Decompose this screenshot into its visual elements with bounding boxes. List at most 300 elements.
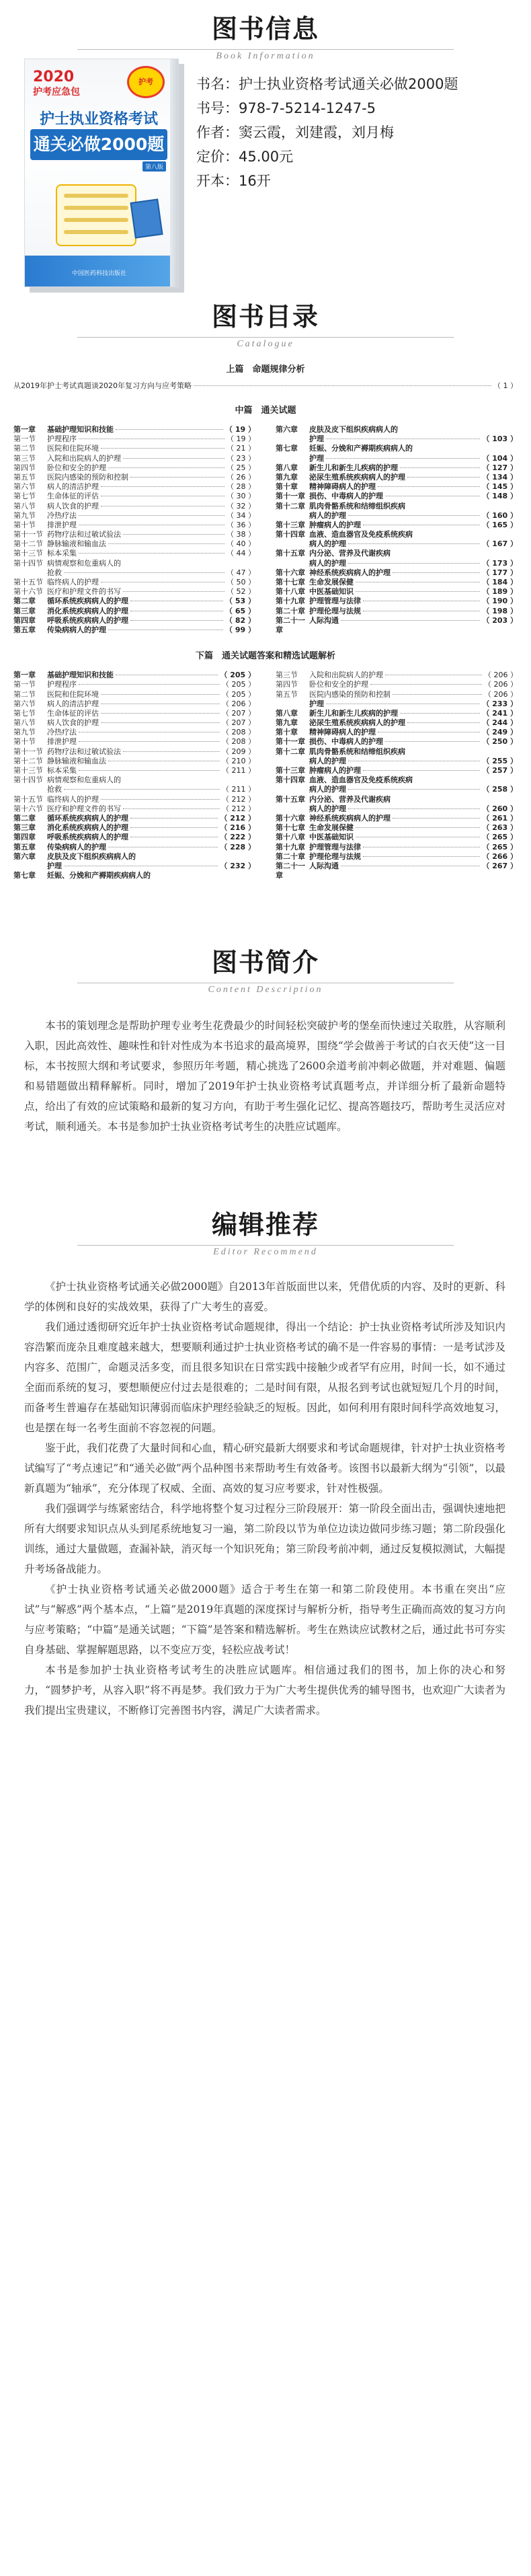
toc-entry-title: 消化系统疾病病人的护理	[47, 823, 128, 833]
toc-entry-page: （ 134 ）	[482, 472, 518, 482]
cover-edition: 第八版	[142, 161, 166, 172]
toc-entry	[276, 502, 518, 511]
toc-entry-number: 第十二章	[276, 747, 305, 756]
toc-entry-page: （ 267 ）	[482, 861, 518, 870]
toc-entry-page: （ 99 ）	[225, 625, 255, 634]
toc-entry	[276, 766, 518, 775]
toc-entry-number: 第十章	[276, 482, 298, 492]
toc-entry-title: 抢救	[47, 785, 62, 794]
cover-spine	[170, 59, 178, 287]
toc-entry	[276, 425, 518, 434]
toc-entry-page: （ 165 ）	[482, 520, 518, 529]
toc-entry-number: 第四章	[13, 833, 36, 842]
toc-entry-page: （ 216 ）	[220, 823, 255, 833]
toc-entry-title: 护理程序	[47, 434, 77, 444]
cover-year: 2020	[33, 69, 75, 85]
toc-entry	[13, 728, 255, 737]
toc-entry-number: 第十九章	[276, 597, 305, 606]
cover-footer	[25, 256, 171, 287]
toc-entry-page: （ 222 ）	[220, 833, 255, 842]
toc-entry-number: 第七节	[13, 708, 36, 718]
toc-entry-title: 护理	[47, 861, 62, 870]
toc-entry-number: 第六章	[276, 425, 298, 434]
toc-entry-number: 第三节	[13, 453, 36, 463]
toc-entry	[13, 597, 255, 606]
toc-entry-page: （ 206 ）	[484, 689, 518, 699]
toc-entry-title: 消化系统疾病病人的护理	[47, 606, 128, 615]
toc-entry-page: （ 103 ）	[482, 434, 518, 444]
toc-entry-number: 第十五章	[276, 794, 305, 804]
toc-entry	[276, 861, 518, 880]
intro-heading: 图书简介	[211, 948, 319, 977]
toc-entry-page: （ 207 ）	[222, 708, 255, 718]
toc-entry-title: 病情观察和危重病人的	[47, 775, 121, 785]
toc-intro-page: （ 1 ）	[493, 381, 518, 390]
toc-entry-title: 病情观察和危重病人的	[47, 558, 121, 568]
toc-entry-page: （ 52 ）	[227, 587, 255, 597]
toc-entry-page: （ 23 ）	[227, 453, 255, 463]
toc-entry	[13, 463, 255, 473]
toc-entry-number: 第十三节	[13, 549, 43, 558]
toc-entry-number: 第十五节	[13, 578, 43, 586]
heading-rule	[77, 1245, 454, 1246]
toc-entry	[276, 690, 518, 699]
catalogue-heading: 图书目录	[211, 302, 319, 332]
toc-entry-page: （ 208 ）	[222, 737, 255, 747]
toc-entry-page: （ 167 ）	[482, 539, 518, 549]
toc-entry	[13, 521, 255, 530]
toc-entry-page: （ 244 ）	[482, 718, 518, 728]
toc-entry-title: 泌尿生殖系统疾病病人的护理	[309, 718, 405, 728]
toc-entry-number: 第五章	[13, 842, 36, 851]
toc-entry-number: 第二章	[13, 813, 36, 823]
toc-entry-page: （ 25 ）	[227, 463, 255, 472]
toc-entry	[276, 709, 518, 718]
toc-entry-page: （ 208 ）	[222, 728, 255, 737]
toc-entry-number: 第十一节	[13, 530, 43, 539]
toc-entry-title: 循环系统疾病病人的护理	[47, 813, 128, 823]
toc-entry-title: 冷热疗法	[47, 510, 77, 520]
toc-entry-page: （ 173 ）	[482, 558, 518, 568]
toc-entry-number: 第十四节	[13, 558, 43, 568]
toc-entry-page: （ 258 ）	[482, 785, 518, 794]
toc-entry	[13, 559, 255, 568]
toc-entry-number: 第二十章	[276, 851, 305, 861]
toc-entry-page: （ 255 ）	[482, 756, 518, 765]
cover-title-line1: 护士执业资格考试	[39, 111, 158, 128]
toc-entry	[276, 587, 518, 597]
toc-entry-number: 第一章	[13, 671, 36, 680]
toc-entry-page: （ 210 ）	[222, 756, 255, 765]
toc-entry	[276, 482, 518, 492]
toc-entry-title: 妊娠、分娩和产褥期疾病病人的	[309, 444, 413, 453]
toc-entry	[276, 785, 518, 794]
toc-entry-page: （ 265 ）	[482, 833, 518, 842]
toc-entry-number: 第十八章	[276, 833, 305, 842]
recommend-paragraph: 本书是参加护士执业资格考试考生的决胜应试题库。相信通过我们的图书，加上你的决心和努力，“圆梦护考，从容入职”将不再是梦。我们致力于为广大考生提供优秀的辅导图书，也欢迎广大读者为我们提出宝贵建议，不断修订完善图书内容，满足广大读者需求。	[24, 1664, 505, 1716]
toc-entry	[276, 615, 518, 634]
toc-entry-page: （ 47 ）	[227, 568, 255, 577]
toc-entry-number: 第七章	[13, 871, 36, 880]
toc-entry-page: （ 36 ）	[227, 520, 255, 529]
toc-entry-number: 第六节	[13, 482, 36, 492]
toc-entry	[13, 578, 255, 587]
toc-entry-title: 药物疗法和过敏试验法	[47, 530, 121, 539]
toc-entry-title: 精神障碍病人的护理	[309, 728, 376, 737]
toc-entry-number: 第九章	[276, 718, 298, 728]
toc-entry-title: 病人的清洁护理	[47, 482, 99, 492]
toc-entry	[13, 549, 255, 558]
toc-entry-title: 血液、造血器官及免疫系统疾病	[309, 530, 413, 539]
toc-entry-title: 病人的护理	[309, 510, 346, 520]
toc-entry-title: 病人的清洁护理	[47, 699, 99, 708]
toc-entry-page: （ 212 ）	[220, 813, 255, 823]
toc-entry-number: 第三章	[13, 606, 36, 615]
toc-entry-number: 第八章	[276, 463, 298, 472]
toc-entry-page: （ 177 ）	[482, 568, 518, 577]
toc-entry-title: 呼吸系统疾病病人的护理	[47, 615, 128, 625]
toc-entry-number: 第十三节	[13, 766, 43, 775]
toc-entry-title: 新生儿和新生儿疾病的护理	[309, 463, 398, 472]
toc-entry-number: 第五节	[13, 472, 36, 482]
toc-entry-number: 第十五节	[13, 794, 43, 804]
toc-entry-title: 医疗和护理文件的书写	[47, 587, 121, 597]
toc-entry-title: 护理	[309, 453, 324, 463]
toc-entry-number: 第二十章	[276, 606, 305, 615]
part2-toc	[0, 425, 531, 635]
toc-entry-number: 第四章	[13, 615, 36, 625]
toc-entry-number: 第十五章	[276, 549, 305, 558]
toc-entry-title: 循环系统疾病病人的护理	[47, 597, 128, 606]
toc-entry-number: 第十八章	[276, 587, 305, 597]
toc-entry-title: 排泄护理	[47, 737, 77, 747]
toc-entry	[13, 862, 255, 871]
toc-entry-number: 第一章	[13, 425, 36, 434]
toc-entry-title: 传染病病人的护理	[47, 625, 106, 634]
toc-entry	[13, 737, 255, 747]
toc-entry-page: （ 207 ）	[222, 718, 255, 728]
book-format: 开本：16开	[196, 173, 271, 189]
toc-entry-title: 精神障碍病人的护理	[309, 482, 376, 492]
toc-entry-page: （ 19 ）	[225, 425, 255, 434]
toc-entry	[13, 568, 255, 578]
part2-left-column	[13, 425, 255, 635]
toc-entry-page: （ 212 ）	[222, 794, 255, 804]
toc-entry-title: 病人的护理	[309, 804, 346, 813]
toc-entry-title: 内分泌、营养及代谢疾病	[309, 794, 391, 804]
toc-entry-number: 第十六章	[276, 813, 305, 823]
toc-entry-page: （ 65 ）	[225, 606, 255, 615]
toc-entry	[13, 852, 255, 862]
toc-entry	[13, 871, 255, 880]
toc-entry-title: 护理管理与法律	[309, 597, 361, 606]
toc-entry-page: （ 82 ）	[225, 615, 255, 625]
toc-entry	[276, 718, 518, 728]
toc-entry-number: 第十九章	[276, 842, 305, 851]
part3-right-column	[276, 671, 518, 880]
part3-left-column	[13, 671, 255, 880]
toc-entry-number: 第十章	[276, 728, 298, 737]
toc-entry	[13, 425, 255, 434]
toc-entry	[276, 823, 518, 833]
toc-entry-title: 静脉输液和输血法	[47, 756, 106, 765]
toc-entry-title: 标本采集	[47, 766, 77, 775]
toc-entry-title: 生命发展保健	[309, 823, 354, 833]
toc-entry	[13, 757, 255, 766]
toc-entry	[13, 709, 255, 718]
toc-entry-title: 护理	[309, 699, 324, 708]
toc-entry	[276, 463, 518, 473]
toc-entry	[13, 823, 255, 833]
book-title: 书名：护士执业资格考试通关必做2000题	[196, 76, 458, 92]
heading-rule	[77, 49, 454, 50]
part2-right-column	[276, 425, 518, 635]
toc-entry-title: 卧位和安全的护理	[309, 680, 368, 689]
recommend-subheading: Editor Recommend	[213, 1247, 318, 1257]
part3-title: 下篇 通关试题答案和精选试题解析	[195, 651, 335, 662]
toc-entry	[13, 587, 255, 597]
toc-entry-page: （ 241 ）	[482, 708, 518, 718]
toc-entry-page: （ 30 ）	[227, 492, 255, 501]
toc-entry-number: 第二十一章	[276, 861, 305, 880]
toc-entry-title: 传染病病人的护理	[47, 842, 106, 851]
intro-subheading: Content Description	[208, 985, 323, 995]
toc-entry-page: （ 198 ）	[482, 606, 518, 615]
toc-entry-title: 病人的护理	[309, 558, 346, 568]
toc-entry-number: 第八节	[13, 718, 36, 728]
toc-entry-number: 第四节	[13, 463, 36, 472]
toc-entry-title: 医院内感染的预防和控制	[309, 689, 391, 699]
toc-entry	[276, 775, 518, 785]
toc-entry-title: 医院和住院环境	[47, 444, 99, 453]
toc-entry-title: 病人饮食的护理	[47, 501, 99, 510]
toc-entry-number: 第十节	[13, 520, 36, 529]
toc-entry-page: （ 50 ）	[227, 578, 255, 586]
toc-entry-page: （ 184 ）	[482, 578, 518, 586]
toc-entry	[276, 737, 518, 747]
part1-title: 上篇 命题规律分析	[226, 365, 305, 375]
toc-entry-title: 损伤、中毒病人的护理	[309, 492, 383, 501]
toc-entry	[276, 521, 518, 530]
toc-entry-number: 第八节	[13, 501, 36, 510]
toc-entry-title: 医院内感染的预防和控制	[47, 472, 128, 482]
toc-entry-title: 呼吸系统疾病病人的护理	[47, 833, 128, 842]
recommend-paragraph: 《护士执业资格考试通关必做2000题》自2013年首版面世以来，凭借优质的内容、及时的更新、科学的体例和良好的实战效果，获得了广大考生的喜爱。	[24, 1281, 505, 1313]
cover-badge: 护考	[127, 66, 165, 98]
book-authors: 作者：窦云霞，刘建霞，刘月梅	[196, 124, 394, 141]
toc-entry-number: 第十二章	[276, 501, 305, 510]
toc-entry-title: 神经系统疾病病人的护理	[309, 813, 391, 823]
recommend-section	[0, 1204, 531, 1720]
toc-entry	[276, 843, 518, 852]
toc-entry-title: 排泄护理	[47, 520, 77, 529]
toc-entry-number: 第五节	[276, 689, 298, 699]
recommend-paragraph: 鉴于此，我们花费了大量时间和心血，精心研究最新大纲要求和考试命题规律，针对护士执业资格考试编写了“考点速记”和“通关必做”两个品种图书来帮助考生有效备考。该图书以最新大纲为“引领”，以最新真题为“轴承”，充分体现了权威、全面、高效的复习应考要求，针对性极强。	[24, 1442, 505, 1494]
toc-entry-title: 中医基础知识	[309, 833, 354, 842]
recommend-paragraphs	[0, 1277, 531, 1720]
toc-entry-number: 第十三章	[276, 766, 305, 775]
catalogue-subheading: Catalogue	[237, 339, 294, 349]
toc-entry-number: 第十四章	[276, 530, 305, 539]
toc-entry-page: （ 257 ）	[482, 766, 518, 775]
toc-entry	[13, 502, 255, 511]
cover-illustration	[56, 184, 136, 246]
toc-entry-number: 第一节	[13, 680, 36, 689]
toc-entry	[276, 833, 518, 842]
toc-entry-title: 护理伦理与法规	[309, 851, 361, 861]
toc-entry-number: 第三节	[276, 671, 298, 680]
toc-entry-number: 第十七章	[276, 823, 305, 833]
toc-entry-title: 标本采集	[47, 549, 77, 558]
toc-entry	[13, 473, 255, 482]
toc-entry	[13, 833, 255, 842]
recommend-heading: 编辑推荐	[211, 1210, 319, 1240]
toc-entry-number: 第九节	[13, 728, 36, 737]
book-price: 定价：45.00元	[196, 149, 294, 165]
toc-intro-line	[13, 380, 518, 391]
toc-entry	[276, 559, 518, 568]
toc-entry-page: （ 160 ）	[482, 510, 518, 520]
toc-entry-page: （ 38 ）	[227, 530, 255, 539]
toc-entry-number: 第十七章	[276, 578, 305, 586]
recommend-paragraph: 《护士执业资格考试通关必做2000题》适合于考生在第一和第二阶段使用。本书重在突出“应试”与“解惑”两个基本点，“上篇”是2019年真题的深度探讨与解析分析，指导考生正确而高效的复习方向与应考策略；“中篇”是通关试题；“下篇”是答案和精选解析。考生在熟读应试教材之后，通过此书可夯实自身基础、掌握解题思路，以不变应万变，轻松应战考试！	[24, 1583, 505, 1656]
toc-entry	[13, 444, 255, 453]
toc-entry-page: （ 21 ）	[227, 444, 255, 453]
toc-entry-number: 第十一节	[13, 747, 43, 756]
book-info-section	[0, 8, 531, 277]
toc-entry	[276, 473, 518, 482]
book-meta	[196, 72, 512, 193]
toc-entry-title: 生命体征的评估	[47, 492, 99, 501]
toc-entry-page: （ 211 ）	[222, 766, 255, 775]
toc-entry-title: 入院和出院病人的护理	[47, 453, 121, 463]
book-info-subheading: Book Information	[216, 51, 315, 61]
toc-entry-number: 第七节	[13, 492, 36, 501]
toc-entry-page: （ 265 ）	[482, 842, 518, 851]
cover-series: 护考应急包	[33, 87, 80, 98]
toc-entry-number: 第十四节	[13, 775, 43, 785]
toc-entry-title: 中医基础知识	[309, 587, 354, 597]
toc-entry	[276, 492, 518, 501]
toc-entry	[276, 728, 518, 737]
toc-entry-number: 第十六节	[13, 587, 43, 597]
toc-entry-title: 生命发展保健	[309, 578, 354, 586]
recommend-paragraph: 我们强调学与练紧密结合，科学地将整个复习过程分三阶段展开：第一阶段全面出击，强调快速地把所有大纲要求知识点从头到尾系统地复习一遍，第二阶段以节为单位边读边做同步练习题；第二阶段强化训练，通过大量做题，查漏补缺，消灭每一个知识死角；第三阶段考前冲刺，通过反复模拟测试，大幅提升考场备战能力。	[24, 1503, 505, 1575]
toc-entry-title: 病人的护理	[309, 756, 346, 765]
toc-entry-page: （ 145 ）	[482, 482, 518, 492]
toc-entry-title: 抢救	[47, 568, 62, 577]
toc-entry-title: 护理管理与法律	[309, 842, 361, 851]
toc-entry-page: （ 28 ）	[227, 482, 255, 492]
toc-entry-title: 临终病人的护理	[47, 794, 99, 804]
toc-entry-page: （ 104 ）	[482, 453, 518, 463]
toc-entry-page: （ 233 ）	[482, 699, 518, 708]
toc-entry	[276, 795, 518, 804]
toc-entry	[13, 795, 255, 804]
toc-entry-title: 妊娠、分娩和产褥期疾病病人的	[47, 871, 151, 880]
toc-entry-title: 皮肤及皮下组织疾病病人的	[309, 425, 398, 434]
toc-entry	[276, 549, 518, 558]
toc-entry-page: （ 232 ）	[220, 861, 255, 870]
toc-entry-title: 新生儿和新生儿疾病的护理	[309, 708, 398, 718]
intro-section	[0, 942, 531, 1137]
toc-entry-page: （ 19 ）	[227, 434, 255, 444]
toc-entry-number: 第六节	[13, 699, 36, 708]
toc-entry-page: （ 189 ）	[482, 587, 518, 597]
toc-entry-page: （ 250 ）	[482, 737, 518, 747]
recommend-paragraph: 我们通过透彻研究近年护士执业资格考试命题规律，得出一个结论：护士执业资格考试所涉及知识内容浩繁而庞杂且难度越来越大，想要顺利通过护士执业资格考试的确不是一件容易的事情：一是考试涉及内容多、范围广，命题灵活多变，而且很多知识在日常实践中接触少或者罕有应用，时间一长，如不通过全面而系统的复习，要想顺便应付过去是很难的；二是时间有限，从报名到考试也就短短几个月的时间，而备考生普遍存在基础知识薄弱而临床护理经验缺乏的短板。因此，如何利用有限时间科学高效地复习，也是摆在每一名考生面前不容忽视的问题。	[24, 1321, 505, 1434]
toc-entry-title: 静脉输液和输血法	[47, 539, 106, 549]
toc-entry	[276, 814, 518, 823]
catalogue-header	[0, 296, 531, 350]
toc-entry-number: 第一节	[13, 434, 36, 444]
toc-entry	[13, 814, 255, 823]
toc-entry	[276, 699, 518, 709]
toc-entry	[13, 454, 255, 463]
toc-entry	[13, 492, 255, 501]
toc-entry-number: 第十六节	[13, 804, 43, 813]
toc-entry-page: （ 261 ）	[482, 813, 518, 823]
toc-entry-number: 第十三章	[276, 520, 305, 529]
toc-entry-page: （ 263 ）	[482, 823, 518, 833]
toc-entry-number: 第二节	[13, 689, 36, 699]
part2-title: 中篇 通关试题	[235, 406, 296, 416]
toc-entry-page: （ 205 ）	[220, 671, 255, 680]
toc-entry	[13, 616, 255, 626]
toc-entry-title: 肌肉骨骼系统和结缔组织疾病	[309, 501, 405, 510]
toc-entry-page: （ 206 ）	[222, 699, 255, 708]
toc-entry-number: 第十一章	[276, 737, 305, 747]
toc-entry-title: 医院和住院环境	[47, 689, 99, 699]
toc-entry-title: 病人的护理	[309, 539, 346, 549]
toc-entry-page: （ 34 ）	[227, 510, 255, 520]
toc-entry-title: 泌尿生殖系统疾病病人的护理	[309, 472, 405, 482]
toc-entry	[13, 699, 255, 709]
toc-entry-page: （ 260 ）	[482, 804, 518, 813]
toc-entry-number: 第十二节	[13, 539, 43, 549]
toc-entry	[13, 607, 255, 616]
part3-toc	[0, 671, 531, 880]
toc-entry-title: 神经系统疾病病人的护理	[309, 568, 391, 577]
toc-entry-title: 人际沟通	[309, 861, 339, 870]
toc-entry-title: 人际沟通	[309, 615, 339, 625]
toc-entry	[13, 785, 255, 794]
catalogue-section	[0, 296, 531, 880]
toc-entry	[13, 690, 255, 699]
toc-entry	[276, 530, 518, 539]
toc-entry-title: 肿瘤病人的护理	[309, 766, 361, 775]
toc-entry	[276, 568, 518, 578]
toc-entry	[13, 775, 255, 785]
toc-intro-text: 从2019年护士考试真题谈2020年复习方向与应考策略	[13, 381, 192, 390]
toc-entry	[13, 434, 255, 444]
toc-entry-title: 冷热疗法	[47, 728, 77, 737]
toc-entry-title: 肌肉骨骼系统和结缔组织疾病	[309, 747, 405, 756]
toc-entry-number: 第九节	[13, 510, 36, 520]
toc-entry-title: 病人的护理	[309, 785, 346, 794]
toc-entry-title: 肿瘤病人的护理	[309, 520, 361, 529]
toc-entry	[13, 539, 255, 549]
toc-entry	[13, 626, 255, 635]
toc-entry-title: 入院和出院病人的护理	[309, 671, 383, 680]
toc-entry-page: （ 205 ）	[222, 680, 255, 689]
toc-entry-number: 第八章	[276, 708, 298, 718]
toc-entry-number: 第六章	[13, 851, 36, 861]
toc-entry	[276, 444, 518, 453]
toc-entry-title: 皮肤及皮下组织疾病病人的	[47, 851, 136, 861]
toc-entry-title: 损伤、中毒病人的护理	[309, 737, 383, 747]
toc-entry	[276, 597, 518, 606]
